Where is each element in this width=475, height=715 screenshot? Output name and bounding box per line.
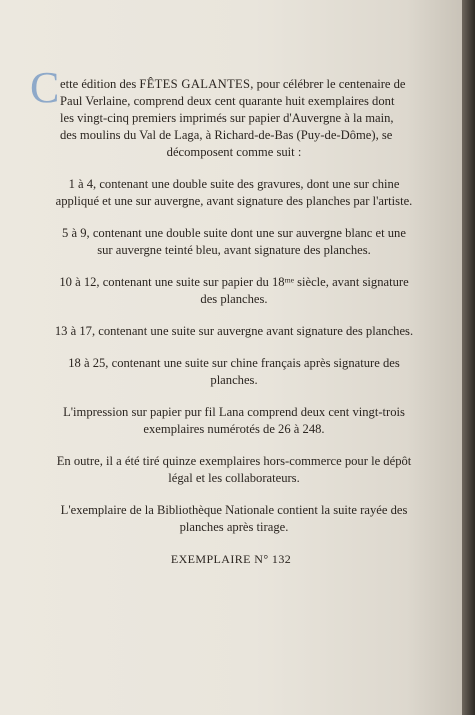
edition-paragraph-1: 1 à 4, contenant une double suite des gravures, dont une sur chine appliqué et une sur auvergne, avant signature des planches par l'artiste.: [55, 177, 413, 208]
book-title: FÊTES GALANTES: [139, 77, 251, 91]
drop-cap: C: [30, 63, 60, 112]
intro-line-1: ette édition des FÊTES GALANTES, pour célébrer le centenaire de: [60, 77, 406, 91]
intro-paragraph: [30, 63, 432, 161]
copy-number: EXEMPLAIRE N° 132: [170, 552, 292, 566]
edition-paragraph-8: L'exemplaire de la Bibliothèque Nationale contient la suite rayée des planches après tirage.: [60, 503, 408, 534]
edition-paragraph-5: 18 à 25, contenant une suite sur chine français après signature des planches.: [68, 356, 400, 387]
edition-paragraph-6: L'impression sur papier pur fil Lana comprend deux cent vingt-trois exemplaires numérotés de 26 à 248.: [63, 405, 405, 436]
intro-line-2: Paul Verlaine, comprend deux cent quarante huit exemplaires dont: [60, 94, 395, 108]
intro-line-3: les vingt-cinq premiers imprimés sur papier d'Auvergne à la main,: [60, 111, 394, 125]
edition-paragraph-3: 10 à 12, contenant une suite sur papier du 18ᵐᵉ siècle, avant signature des planches.: [59, 275, 409, 306]
colophon-text: [30, 63, 432, 536]
page-edge-shadow: [462, 0, 475, 715]
intro-line-5: décomposent comme suit :: [166, 145, 302, 159]
intro-line-4: des moulins du Val de Laga, à Richard-de-Bas (Puy-de-Dôme), se: [60, 128, 393, 142]
edition-paragraph-4: 13 à 17, contenant une suite sur auvergne avant signature des planches.: [54, 324, 414, 338]
edition-paragraph-7: En outre, il a été tiré quinze exemplaires hors-commerce pour le dépôt légal et les collaborateurs.: [56, 454, 412, 485]
edition-paragraph-2: 5 à 9, contenant une double suite dont une sur auvergne blanc et une sur auvergne teinté bleu, avant signature des planches.: [62, 226, 406, 257]
